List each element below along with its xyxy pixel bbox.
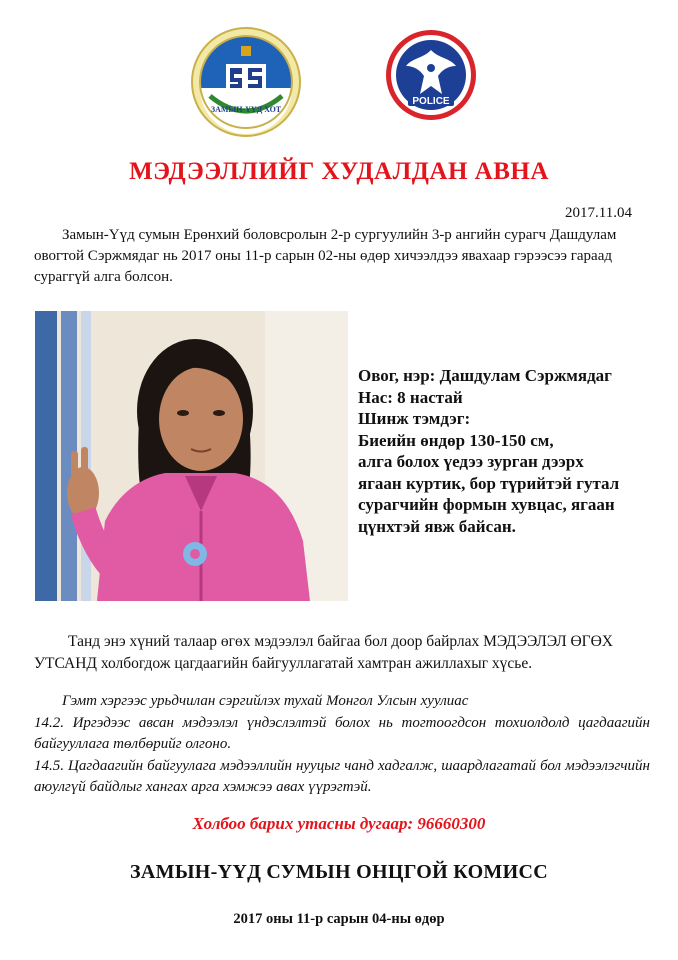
- notice-date: 2017.11.04: [565, 205, 632, 221]
- feature-line: Биеийн өндөр 130-150 см,: [358, 430, 554, 450]
- missing-child-photo: [35, 311, 348, 601]
- appeal-paragraph: Танд энэ хүний талаар өгөх мэдээлэл байгаа бол доор байрлах МЭДЭЭЛЭЛ ӨГӨХ УТСАНД холбогдож цагдаагийн байгууллагатай хамтран ажиллахыг хүсье.: [34, 633, 614, 672]
- feature-line: цүнхтэй явж байсан.: [358, 516, 516, 536]
- footer-date: 2017 оны 11-р сарын 04-ны өдөр: [233, 911, 445, 927]
- contact-phone: Холбоо барих утасны дугаар: 96660300: [192, 814, 486, 833]
- law-excerpt: [34, 691, 650, 799]
- intro-paragraph: Замын-Үүд сумын Ерөнхий боловсролын 2-р сургуулийн 3-р ангийн сурагч Дашдулам овогтой Сэржмядаг нь 2017 оны 11-р сарын 02-ны өдөр хичээлдээ явахаар гэрээсээ гараад сураггүй алга болсон.: [34, 227, 617, 285]
- law-intro: Гэмт хэргээс урьдчилан сэргийлэх тухай Монгол Улсын хуулиас: [62, 693, 469, 709]
- law-article-14-5: 14.5. Цагдаагийн байгуулага мэдээллийн нууцыг чанд хадгалж, шаардлагатай бол мэдээлэгчийн аюулгүй байдлыг хангах арга хэмжээ авах үүрэгтэй.: [34, 757, 650, 795]
- police-text: POLICE: [412, 96, 450, 107]
- law-article-14-2: 14.2. Иргэдээс авсан мэдээлэл үндэслэлтэй болох нь тогтоогдсон тохиолдолд цагдаагийн байгууллага төлбөрийг олгоно.: [34, 714, 650, 752]
- feature-line: ягаан куртик, бор түрийтэй гутал: [358, 473, 620, 493]
- features-label: Шинж тэмдэг:: [358, 409, 471, 428]
- child-name: Овог, нэр: Дашдулам Сэржмядаг: [358, 366, 612, 385]
- child-details: [358, 365, 648, 537]
- feature-line: алга болох үедээ зурган дээрх: [358, 452, 584, 471]
- feature-line: сурагчийн формын хувцас, ягаан: [358, 495, 615, 514]
- child-age: Нас: 8 настай: [358, 387, 463, 407]
- police-badge: [384, 28, 478, 122]
- page-title: МЭДЭЭЛЛИЙГ ХУДАЛДАН АВНА: [129, 158, 549, 185]
- zamyn-uud-emblem: [190, 26, 302, 138]
- emblem-text: ЗАМЫН-ҮҮД ХОТ: [210, 105, 282, 114]
- committee-name: ЗАМЫН-ҮҮД СУМЫН ОНЦГОЙ КОМИСС: [130, 861, 548, 883]
